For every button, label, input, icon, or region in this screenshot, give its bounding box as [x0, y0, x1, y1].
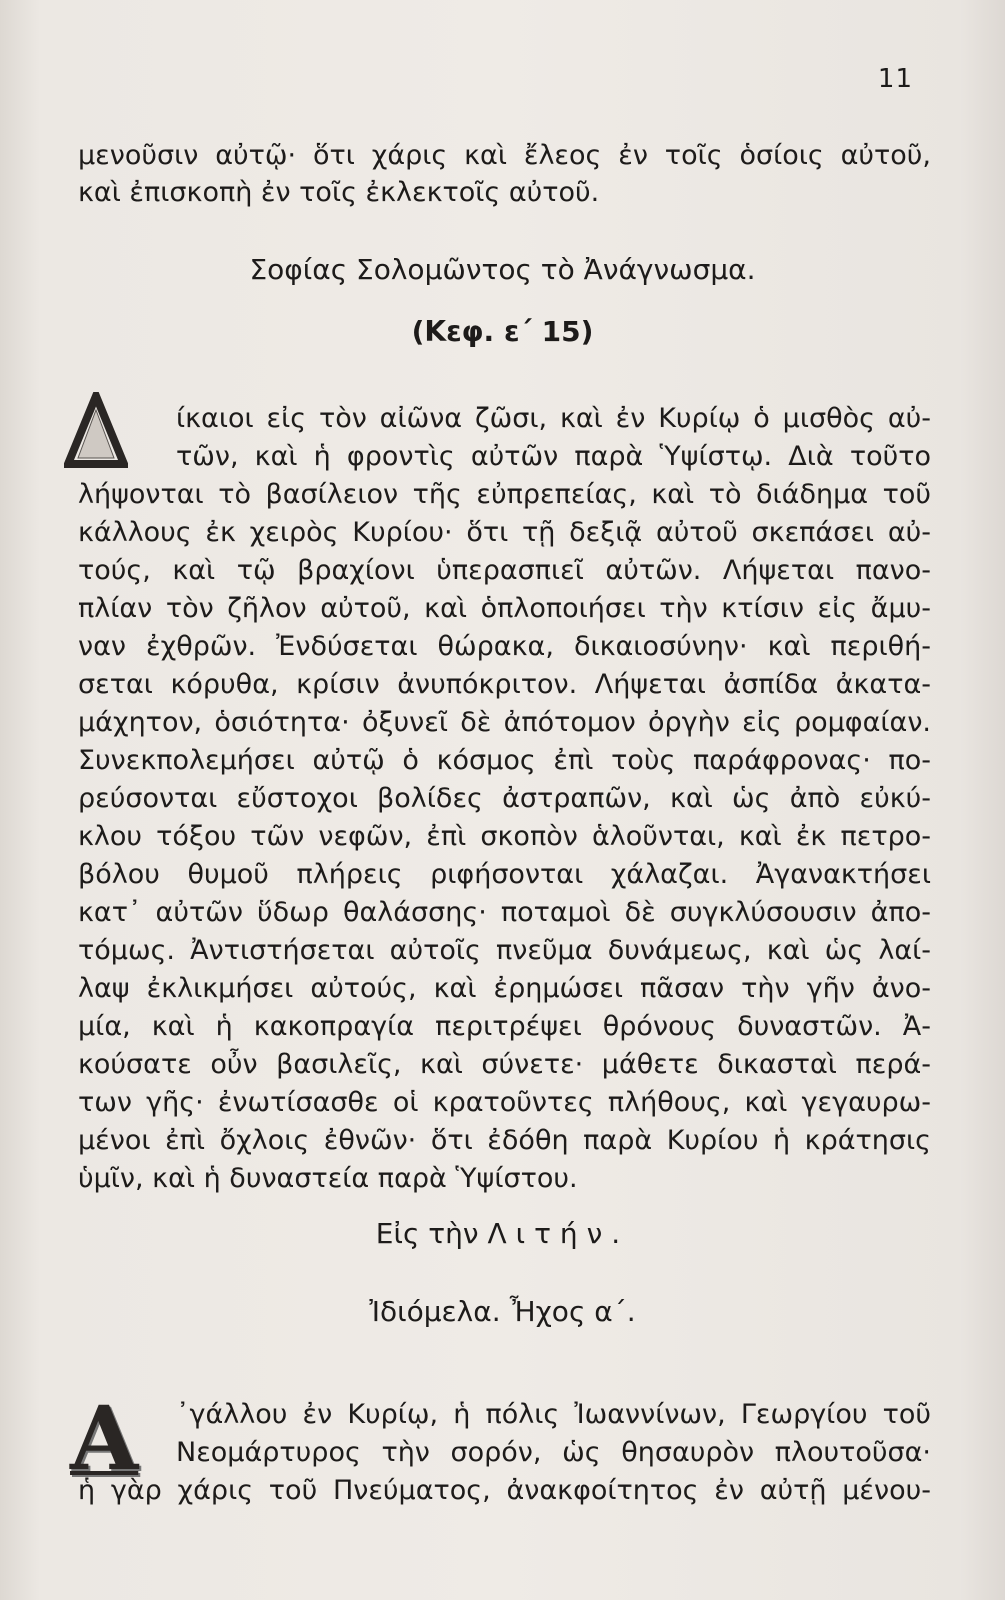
reading-line: μένοι ἐπὶ ὄχλοις ἐθνῶν· ὅτι ἐδόθη παρὰ Κυρίου ἡ κράτησις: [78, 1125, 931, 1156]
reading-line: Συνεκπολεμήσει αὐτῷ ὁ κόσμος ἐπὶ τοὺς παράφρονας· πο-: [78, 745, 931, 776]
reading-line: λήψονται τὸ βασίλειον τῆς εὐπρεπείας, καὶ τὸ διάδημα τοῦ: [78, 479, 931, 510]
reading-line: κατ᾽ αὐτῶν ὕδωρ θαλάσσης· ποταμοὶ δὲ συγκλύσουσιν ἀπο-: [78, 897, 931, 928]
reading-line: πλίαν τὸν ζῆλον αὐτοῦ, καὶ ὁπλοποιήσει τὴν κτίσιν εἰς ἄμυ-: [78, 593, 931, 624]
idiomela-heading: Ἰδιόμελα. Ἦχος α΄.: [369, 1295, 636, 1328]
liti-heading-prefix: Εἰς τὴν: [375, 1217, 479, 1250]
reading-line: ὑμῖν, καὶ ἡ δυναστεία παρὰ Ὑψίστου.: [78, 1163, 578, 1194]
reading-line: βόλου θυμοῦ πλήρεις ριφήσονται χάλαζαι. Ἀγανακτήσει: [78, 859, 931, 890]
reading-line: κούσατε οὖν βασιλεῖς, καὶ σύνετε· μάθετε δικασταὶ περά-: [78, 1049, 931, 1080]
reading-line: ναν ἐχθρῶν. Ἐνδύσεται θώρακα, δικαιοσύνην· καὶ περιθή-: [78, 631, 931, 662]
reading-line: τούς, καὶ τῷ βραχίονι ὑπερασπιεῖ αὐτῶν. Λήψεται πανο-: [78, 555, 931, 586]
page-number: 11: [877, 64, 913, 94]
reading-line: μία, καὶ ἡ κακοπραγία περιτρέψει θρόνους δυναστῶν. Ἀ-: [78, 1011, 931, 1042]
reading-line: σεται κόρυθα, κρίσιν ἀνυπόκριτον. Λήψεται ἀσπίδα ἀκατα-: [78, 669, 931, 700]
intro-line: καὶ ἐπισκοπὴ ἐν τοῖς ἐκλεκτοῖς αὐτοῦ.: [78, 177, 600, 208]
chapter-reference: (Κεφ. ε΄ 15): [411, 315, 594, 348]
reading-line: ρεύσονται εὔστοχοι βολίδες ἀστραπῶν, καὶ ὡς ἀπὸ εὐκύ-: [78, 783, 931, 814]
reading-line: κάλλους ἐκ χειρὸς Κυρίου· ὅτι τῇ δεξιᾷ αὐτοῦ σκεπάσει αὐ-: [78, 517, 931, 548]
hymn-line: ἡ γὰρ χάρις τοῦ Πνεύματος, ἀνακφοίτητος ἐν αὐτῇ μένου-: [78, 1475, 931, 1506]
hymn-line: ᾽γάλλου ἐν Κυρίῳ, ἡ πόλις Ἰωαννίνων, Γεωργίου τοῦ: [176, 1399, 931, 1430]
reading-line: τόμως. Ἀντιστήσεται αὐτοῖς πνεῦμα δυνάμεως, καὶ ὡς λαί-: [78, 935, 931, 966]
reading-line: κλου τόξου τῶν νεφῶν, ἐπὶ σκοπὸν ἁλοῦνται, καὶ ἐκ πετρο-: [78, 821, 931, 852]
reading-title: Σοφίας Σολομῶντος τὸ Ἀνάγνωσμα.: [249, 253, 756, 286]
reading-line: λαψ ἐκλικμήσει αὐτούς, καὶ ἐρημώσει πᾶσαν τὴν γῆν ἀνο-: [78, 973, 931, 1004]
drop-cap-delta: [64, 392, 128, 472]
intro-line: μενοῦσιν αὐτῷ· ὅτι χάρις καὶ ἔλεος ἐν τοῖς ὁσίοις αὐτοῦ,: [78, 140, 931, 171]
hymn-line: Νεομάρτυρος τὴν σορόν, ὡς θησαυρὸν πλουτοῦσα·: [176, 1437, 931, 1468]
reading-line: των γῆς· ἐνωτίσασθε οἱ κρατοῦντες πλήθους, καὶ γεγαυρω-: [78, 1087, 931, 1118]
drop-cap-alpha: Α: [70, 1386, 139, 1490]
reading-line: μάχητον, ὁσιότητα· ὀξυνεῖ δὲ ἀπότομον ὀργὴν εἰς ρομφαίαν.: [78, 707, 931, 738]
reading-line: ίκαιοι εἰς τὸν αἰῶνα ζῶσι, καὶ ἐν Κυρίῳ ὁ μισθὸς αὐ-: [176, 403, 931, 434]
liti-heading-word: Λιτήν.: [487, 1217, 630, 1250]
reading-line: τῶν, καὶ ἡ φροντὶς αὐτῶν παρὰ Ὑψίστῳ. Διὰ τοῦτο: [176, 441, 931, 472]
liti-heading: [0, 1216, 1005, 1252]
